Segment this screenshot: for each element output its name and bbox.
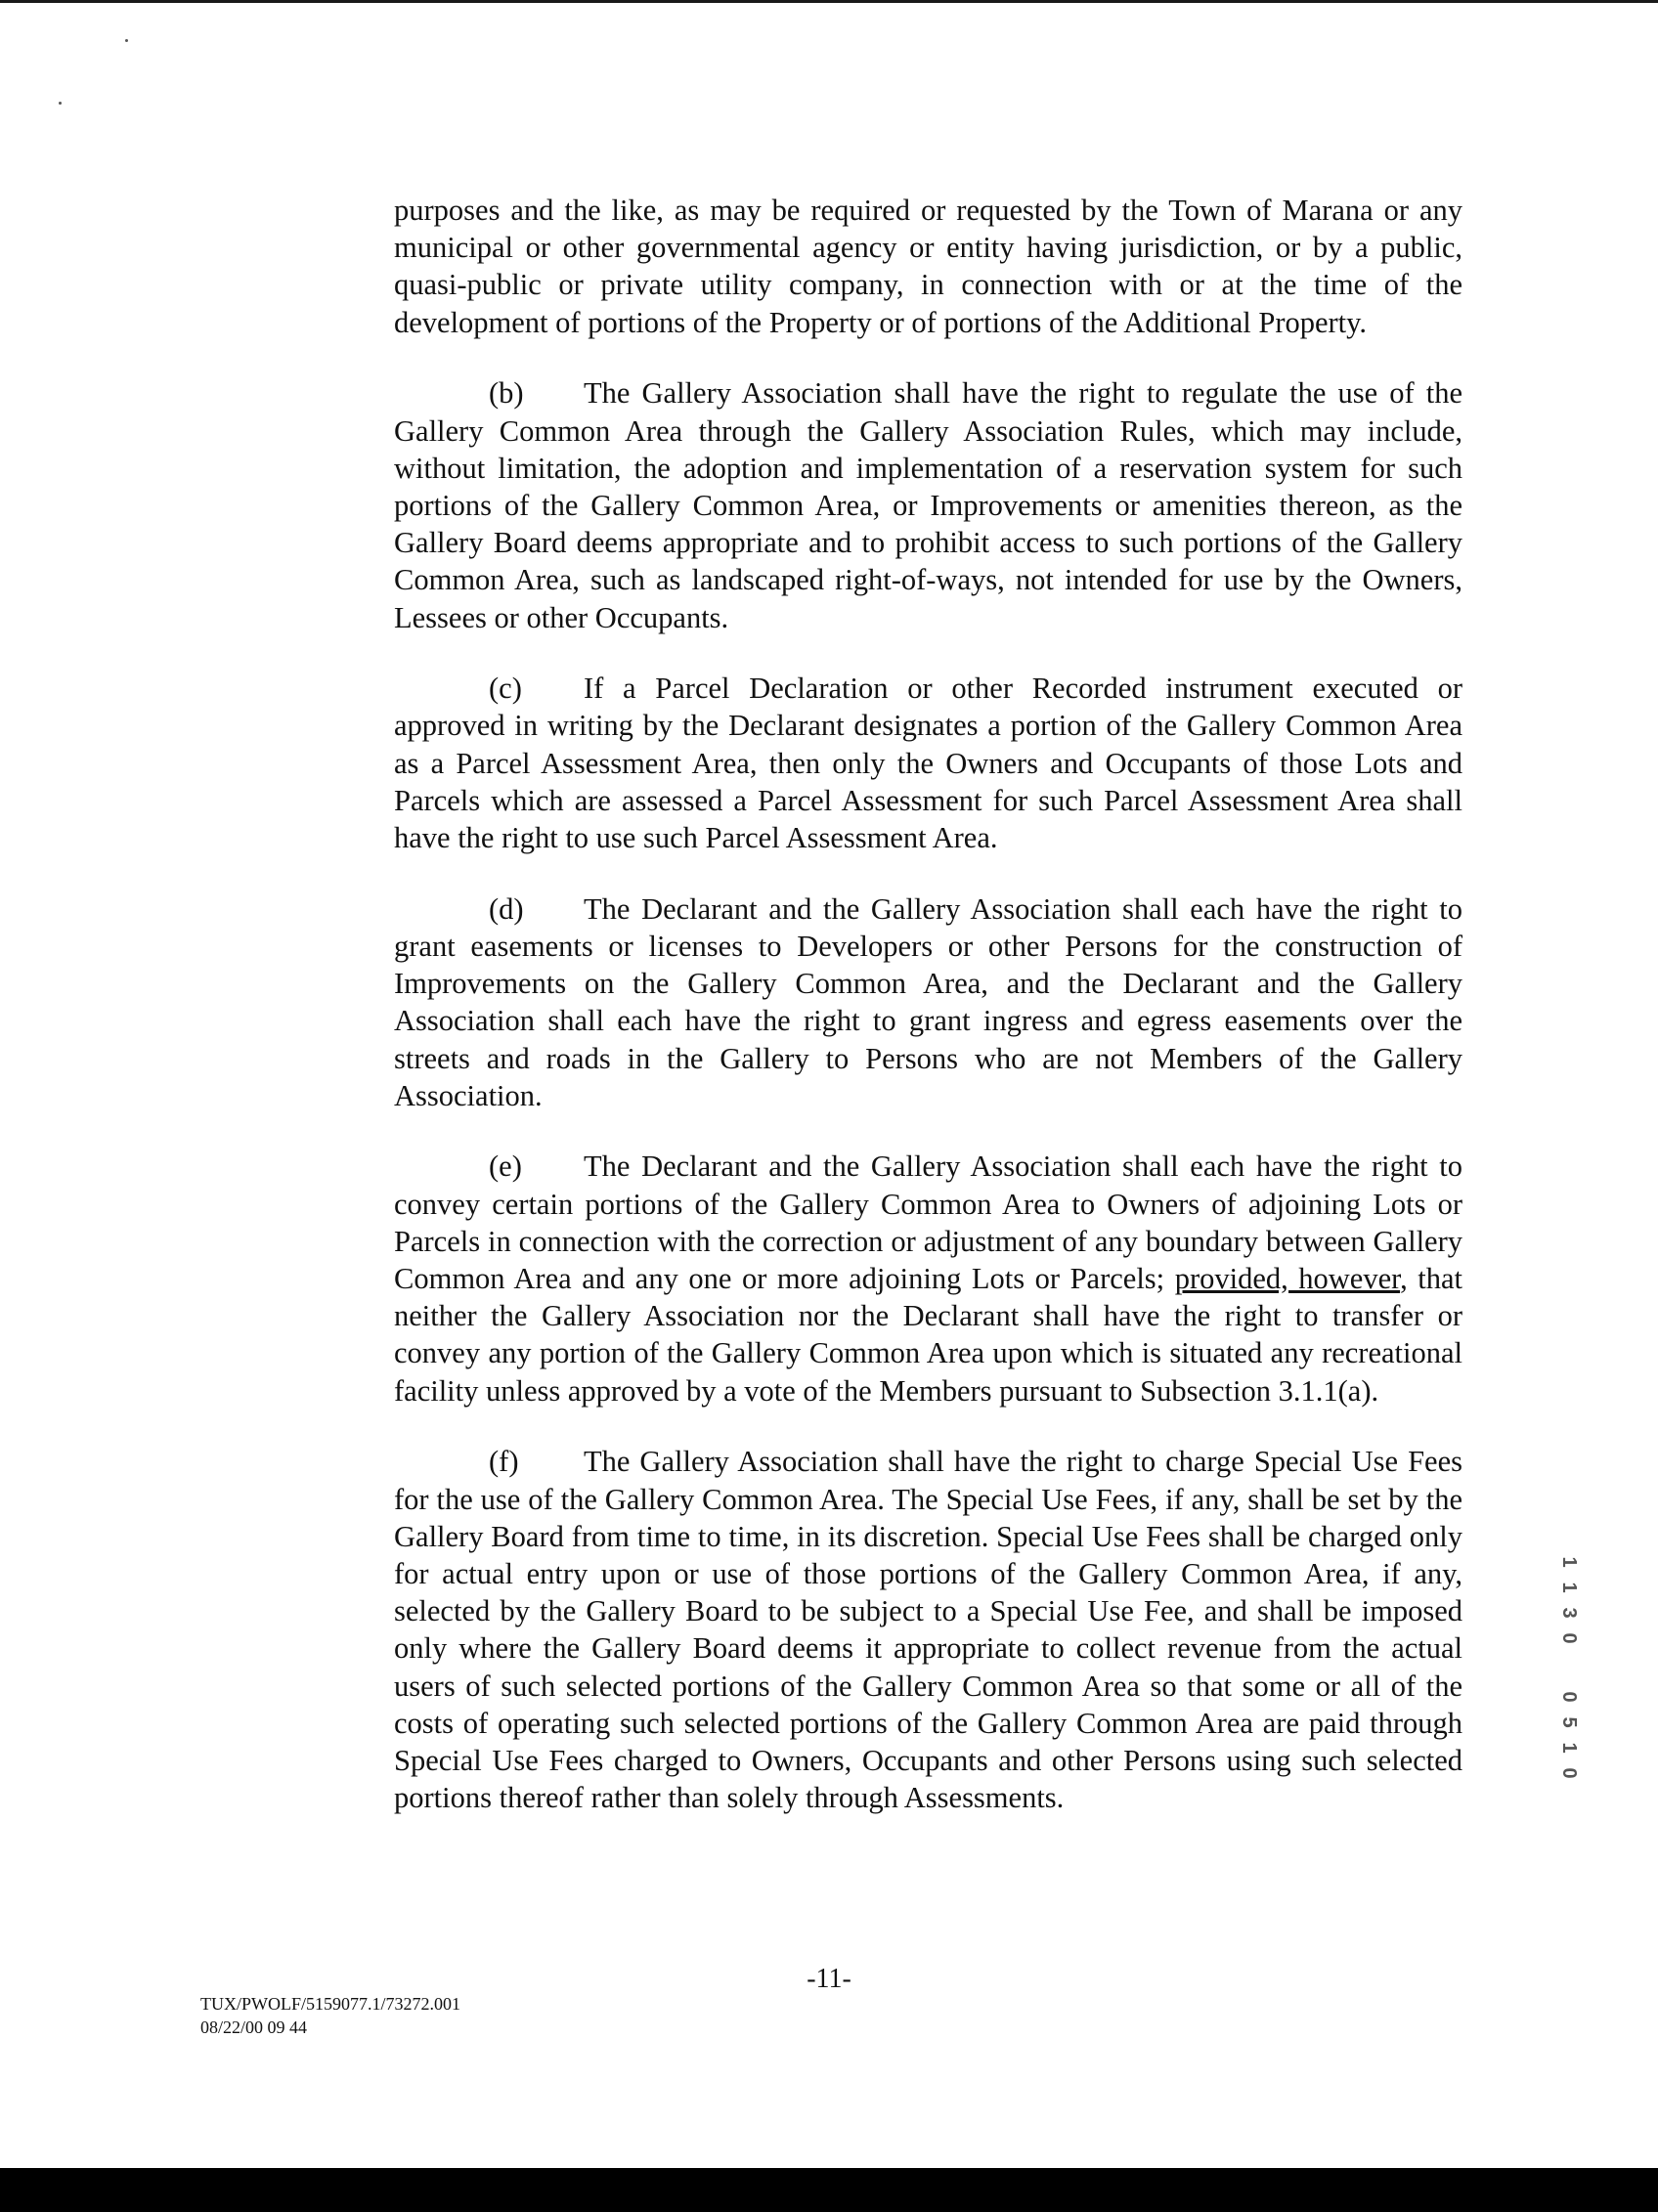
document-body	[394, 192, 1462, 1850]
stamp-digit: 0	[1558, 1767, 1580, 1779]
paragraph-text: The Declarant and the Gallery Association shall each have the right to grant easements or licenses to Developers or other Persons for the construction of Improvements on the Gallery Common Area, and the Declarant and the Gallery Association shall each have the right to grant ingress and egress easements over the streets and roads in the Gallery to Persons who are not Members of the Gallery Association.	[394, 891, 1462, 1112]
footer-doc-id: TUX/PWOLF/5159077.1/73272.001	[200, 1994, 461, 2014]
paragraph-label: (e)	[489, 1149, 522, 1184]
scan-top-edge	[0, 0, 1658, 3]
stamp-digit: 5	[1558, 1716, 1580, 1728]
paragraph-d	[394, 890, 1462, 1114]
paragraph-e	[394, 1148, 1462, 1409]
paragraph-c	[394, 670, 1462, 856]
footer-timestamp: 08/22/00 09 44	[200, 2017, 308, 2037]
paragraph-text-continued: , that neither the Gallery Association nor the Declarant shall have the right to transfer or convey any portion of the Gallery Common Area upon which is situated any recreational facility unless approved by a vote of the Members pursuant to Subsection 3.1.1(a).	[394, 1262, 1462, 1408]
stamp-gap	[1556, 1651, 1580, 1684]
stamp-digit: 1	[1558, 1556, 1580, 1568]
paragraph-text: The Gallery Association shall have the right to charge Special Use Fees for the use of the Gallery Common Area. The Special Use Fees, if any, shall be set by the Gallery Board from time to time, in its discretion. Special Use Fees shall be charged only for actual entry upon or use of those portions of the Gallery Common Area, if any, selected by the Gallery Board to be subject to a Special Use Fee, and shall be imposed only where the Gallery Board deems it appropriate to collect revenue from the actual users of such selected portions of the Gallery Common Area so that some or all of the costs of operating such selected portions of the Gallery Common Area are paid through Special Use Fees charged to Owners, Occupants and other Persons using such selected portions thereof rather than solely through Assessments.	[394, 1445, 1462, 1815]
scan-bottom-edge	[0, 2168, 1658, 2212]
underlined-phrase: provided, however	[1174, 1262, 1401, 1296]
paragraph-text: If a Parcel Declaration or other Recorded instrument executed or approved in writing by the Declarant designates a portion of the Gallery Common Area as a Parcel Assessment Area, then only the Owners and Occupants of those Lots and Parcels which are assessed a Parcel Assessment for such Parcel Assessment Area shall have the right to use such Parcel Assessment Area.	[394, 672, 1462, 855]
paragraph-b	[394, 374, 1462, 635]
page-number: -11-	[807, 1964, 851, 1994]
paragraph-f	[394, 1443, 1462, 1816]
paragraph-label: (b)	[489, 376, 524, 411]
stamp-digit: 1	[1558, 1582, 1580, 1593]
document-footer	[200, 1992, 460, 2039]
scan-speck	[125, 39, 128, 42]
stamp-digit: 1	[1558, 1742, 1580, 1754]
paragraph-text: The Gallery Association shall have the right to regulate the use of the Gallery Common Area through the Gallery Association Rules, which may include, without limitation, the adoption and implementation of a reservation system for such portions of the Gallery Common Area, or Improvements or amenities thereon, as the Gallery Board deems appropriate and to prohibit access to such portions of the Gallery Common Area, such as landscaped right-of-ways, not intended for use by the Owners, Lessees or other Occupants.	[394, 376, 1462, 634]
paragraph-continuation: purposes and the like, as may be required or requested by the Town of Marana or any municipal or other governmental agency or entity having jurisdiction, or by a public, quasi-public or private utility company, in connection with or at the time of the development of portions of the Property or of portions of the Additional Property.	[394, 194, 1462, 339]
stamp-digit: 0	[1558, 1632, 1580, 1644]
paragraph-label: (c)	[489, 672, 522, 706]
paragraph-text: The Declarant and the Gallery Association shall each have the right to convey certain portions of the Gallery Common Area to Owners of adjoining Lots or Parcels in connection with the correction or adjustment of any boundary between Gallery Common Area and any one or more adjoining Lots or Parcels;	[394, 1149, 1462, 1296]
stamp-digit: 0	[1558, 1691, 1580, 1703]
paragraph-label: (f)	[489, 1445, 519, 1479]
scan-speck	[59, 102, 62, 105]
stamp-digit: 3	[1558, 1607, 1580, 1619]
paragraph-label: (d)	[489, 891, 524, 926]
recording-stamp	[1556, 1549, 1580, 1882]
